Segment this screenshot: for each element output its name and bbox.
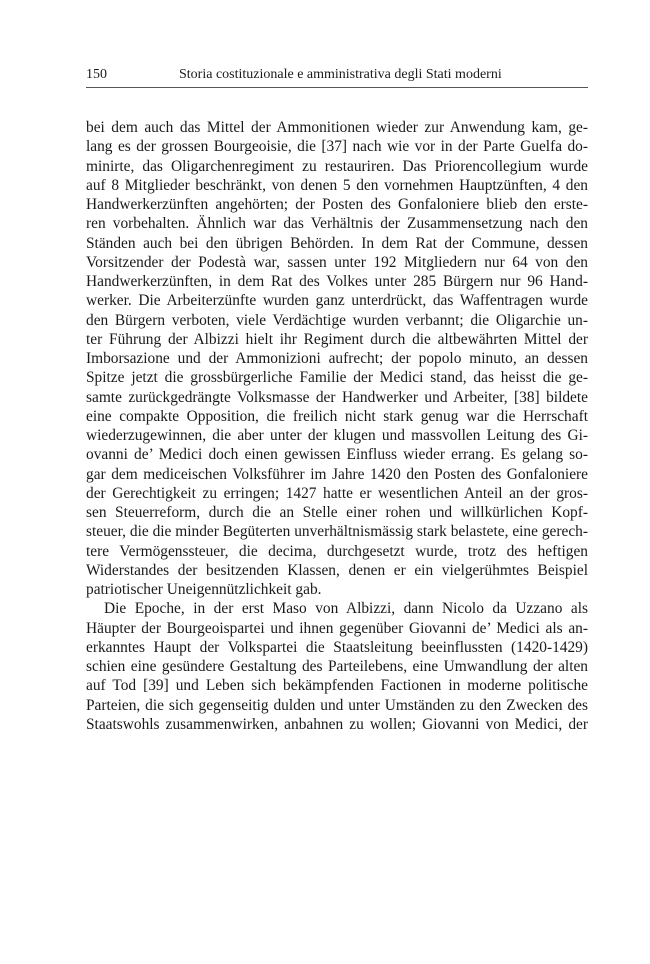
text-line: Handwerkerzünften angehörten; der Posten des Gonfaloniere blieb den erste-: [86, 196, 588, 213]
text-line: steuer, die die minder Begüterten unverhältnismässig stark belastete, eine gerech-: [86, 523, 588, 541]
body-text: [86, 118, 588, 734]
text-line: Imborsazione und der Ammonizioni aufrecht; der popolo minuto, an dessen: [86, 350, 588, 367]
text-line: auf Tod [39] und Leben sich bekämpfenden Factionen in moderne politische: [86, 677, 588, 695]
text-line: ter Führung der Albizzi hielt ihr Regiment durch die altbewährten Mittel der: [86, 330, 588, 348]
text-line: schien eine gesündere Gestaltung des Parteilebens, eine Umwandlung der alten: [86, 658, 588, 675]
text-line: erkanntes Haupt der Volkspartei die Staatsleitung beeinflussten (1420-1429): [86, 638, 588, 656]
text-line: tere Vermögenssteuer, die decima, durchgesetzt wurde, trotz des heftigen: [86, 542, 588, 560]
text-line: Widerstandes der besitzenden Klassen, denen er ein vielgerühmtes Beispiel: [86, 561, 588, 579]
text-line: Vorsitzender der Podestà war, sassen unter 192 Mitgliedern nur 64 von den: [86, 253, 588, 271]
paragraph-2: [86, 599, 588, 734]
text-line: wiederzugewinnen, die aber unter der klugen und massvollen Leitung des Gi-: [86, 427, 588, 444]
text-line: minirte, das Oligarchenregiment zu restauriren. Das Priorencollegium wurde: [86, 157, 588, 175]
text-line: Häupter der Bourgeoispartei und ihnen gegenüber Giovanni de’ Medici als an-: [86, 619, 588, 637]
paragraph-1: [86, 118, 588, 599]
text-line: samte zurückgedrängte Volksmasse der Handwerker und Arbeiter, [38] bildete: [86, 388, 588, 406]
running-header: [86, 63, 588, 88]
text-line: der Gerechtigkeit zu erringen; 1427 hatte er wesentlichen Anteil an der gros-: [86, 484, 588, 502]
text-line: bei dem auch das Mittel der Ammonitionen wieder zur Anwendung kam, ge-: [86, 119, 588, 136]
text-line: auf 8 Mitglieder beschränkt, von denen 5 den vornehmen Hauptzünften, 4 den: [86, 176, 588, 194]
text-line: ovanni de’ Medici doch einen gewissen Einfluss wieder errang. Es gelang so-: [86, 446, 588, 464]
text-line: gar dem mediceischen Volksführer im Jahre 1420 den Posten des Gonfaloniere: [86, 465, 588, 483]
text-line: Ständen auch bei den übrigen Behörden. In dem Rat der Commune, dessen: [86, 234, 588, 252]
text-line: eine compakte Opposition, die freilich nicht stark genug war die Herrschaft: [86, 407, 588, 425]
text-line: Spitze jetzt die grossbürgerliche Familie der Medici stand, das heisst die ge-: [86, 369, 588, 387]
text-line: werker. Die Arbeiterzünfte wurden ganz unterdrückt, das Waffentragen wurde: [86, 292, 588, 310]
text-line: Die Epoche, in der erst Maso von Albizzi, dann Nicolo da Uzzano als: [104, 600, 588, 618]
text-line: sen Steuerreform, durch die an Stelle einer rohen und willkürlichen Kopf-: [86, 504, 588, 521]
text-line: ren vorbehalten. Ähnlich war das Verhältnis der Zusammensetzung nach den: [86, 215, 588, 233]
text-line: lang es der grossen Bourgeoisie, die [37] nach wie vor in der Parte Guelfa do-: [86, 138, 588, 156]
text-line: patriotischer Uneigennützlichkeit gab.: [86, 581, 322, 598]
text-line: Handwerkerzünften, in dem Rat des Volkes unter 285 Bürgern nur 96 Hand-: [86, 273, 588, 290]
text-line: den Bürgern verboten, viele Verdächtige wurden verbannt; die Oligarchie un-: [86, 311, 588, 329]
running-title: Storia costituzionale e amministrativa degli Stati moderni: [179, 67, 502, 82]
page-number: 150: [86, 67, 107, 82]
text-line: Parteien, die sich gegenseitig dulden und unter Umständen zu den Zwecken des: [86, 696, 588, 714]
text-line: Staatswohls zusammenwirken, anbahnen zu wollen; Giovanni von Medici, der: [86, 715, 588, 733]
